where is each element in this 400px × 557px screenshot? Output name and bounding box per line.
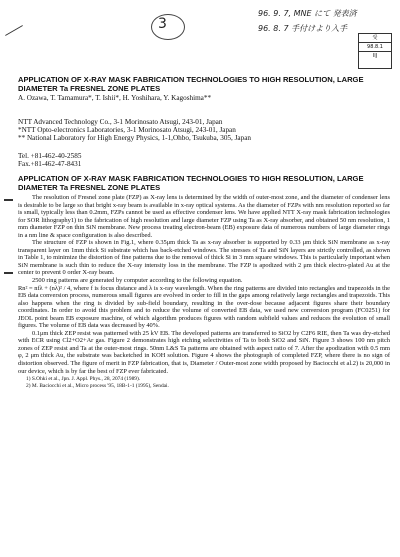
stamp-line: 受 [359,34,391,43]
page-number-circle [151,14,185,40]
references [18,376,390,389]
stamp-line: 98.8.1 [359,43,391,52]
paragraph: The structure of FZP is shown in Fig.1, where 0.35μm thick Ta as x-ray absorber is supported by 0.33 μm thick SiN membrane as x-ray transparent layer on 1mm thick Si substrate which has back-etched windows. The stresses of Ta and SiN layers are strictly controlled, as shown in Table 1, to minimize the distortion of fine patterns due to the removal of thick Si in 3 mm square windows. This is particularly important when SiN membrane is such thin to reduce the X-ray intensity loss in the membrane. The FZP is apodized with 2 μm thick electro-plated Au at the center to prevent 0 order X-ray beam. [18,239,390,277]
reference: 2) M. Baciocchi et al., Micro process '95, 18B-1-1 (1995), Sendai. [26,382,169,389]
paragraph: 0.1μm thick ZEP resist was patterned with 25 kV EB. The developed patterns are transferred to SiO2 by C2F6 RIE, then Ta was dry-etched with ECR using Cl2+O2+Ar gas. Figure 2 demonstrates high etching selectivities of Ta to both SiO2 and SiN. Figure 3 shows 100 nm pitch zones of ZEP resist and Ta at the outer-most rings. 50nm L&S Ta patterns are obtained with aspect ratio of 7. After the apodization with 0.5 mm φ, 2 μm thick Au, the substrate was backetched in KOH solution. Figure 4 shows the photograph of completed FZP, where there is no sign of distortion observed. The figure of merit in FZP fabrication, that is, Diameter / Outer-most zone width proposed by Baciocchi et al.2) is 20,000 in our device, which is by far the best of FZP ever fabricated. [18,329,390,375]
handwritten-note-presented: 96. 9. 7, MNE にて 発表済 [258,9,357,18]
author-list: A. Ozawa, T. Tamamura*, T. Ishii*, H. Yoshihara, Y. Kagoshima** [18,94,212,103]
paragraph: Rn² = nfλ + (nλ)² / 4, where f is focus distance and λ is x-ray wavelength. When the ring patterns are divided into rectangles and trapezoids in the EB data conversion process, numerous small figures are evolved in order to fill in the gaps among relatively large rectangles and trapezoids. This also happens when the ring is divided by sub-field boundary, resulting in the over-dose because adjacent figures share their boundary coordinates. In order to avoid this problem and to reduce the volume of converted EB data, we used new conversion program (FC0251) for JEOL point beam EB exposure machine, of which algorithm produces figures with random subfield values and reduces the evolution of small figures. The volume of EB data was decreased by 40%. [18,284,390,330]
telephone: Tel. +81-462-40-2585 [18,152,82,160]
paragraph: The resolution of Fresnel zone plate (FZP) as X-ray lens is determined by the width of outer-most zone, and the diameter of condenser lens is desirable to be large so that bright x-ray beam is available in x-ray optical systems. As the diameter of FZPs with nm resolution reported so far is small, typically less than 0.2mm, FZPs cannot be used as effective condenser lens. We have applied NTT X-ray mask fabrication technologies for SOR lithography1) to the fabrication of high resolution and large diameter FZP using Ta as X-ray absorber, and obtained 50 nm resolution, 1 mm diameter FZP on thin SiN membrane. New process treating electron-beam (EB) exposure data of numerous numbers of large diameter rings in a nm line & space configuration is also described. [18,194,390,239]
affiliation: *NTT Opto-electronics Laboratories, 3-1 Morinosato Atsugi, 243-01, Japan [18,126,236,135]
handwritten-note-received: 96. 8. 7 手付けより入手 [258,24,348,33]
handwritten-page-number: 3 [158,16,167,32]
affiliation: NTT Advanced Technology Co., 3-1 Morinosato Atsugi, 243-01, Japan [18,118,223,126]
pen-mark [5,25,23,36]
paper-title: APPLICATION OF X-RAY MASK FABRICATION TECHNOLOGIES TO HIGH RESOLUTION, LARGE DIAMETER Ta FRESNEL ZONE PLATES [18,75,364,93]
margin-mark [4,272,13,274]
fax: Fax.+81-462-47-8431 [18,160,82,169]
paragraph: 2500 ring patterns are generated by computer according to the following equation. [32,277,243,285]
abstract-body [18,194,390,389]
stamp-line: IIJ [372,53,378,59]
abstract-title: APPLICATION OF X-RAY MASK FABRICATION TECHNOLOGIES TO HIGH RESOLUTION, LARGE DIAMETER Ta FRESNEL ZONE PLATES [18,174,364,192]
abstract-title-block [18,175,390,192]
affiliation: ** National Laboratory for High Energy Physics, 1-1,Ohbo, Tsukuba, 305, Japan [18,134,251,143]
affiliations [18,118,390,143]
contact-info [18,152,390,168]
reference: 1) S.Ohki et al., Jpn. J. Appl. Phys., 28, 2074 (1989). [26,376,141,383]
received-stamp [358,33,392,69]
margin-mark [4,199,13,201]
paper-header [18,76,390,103]
